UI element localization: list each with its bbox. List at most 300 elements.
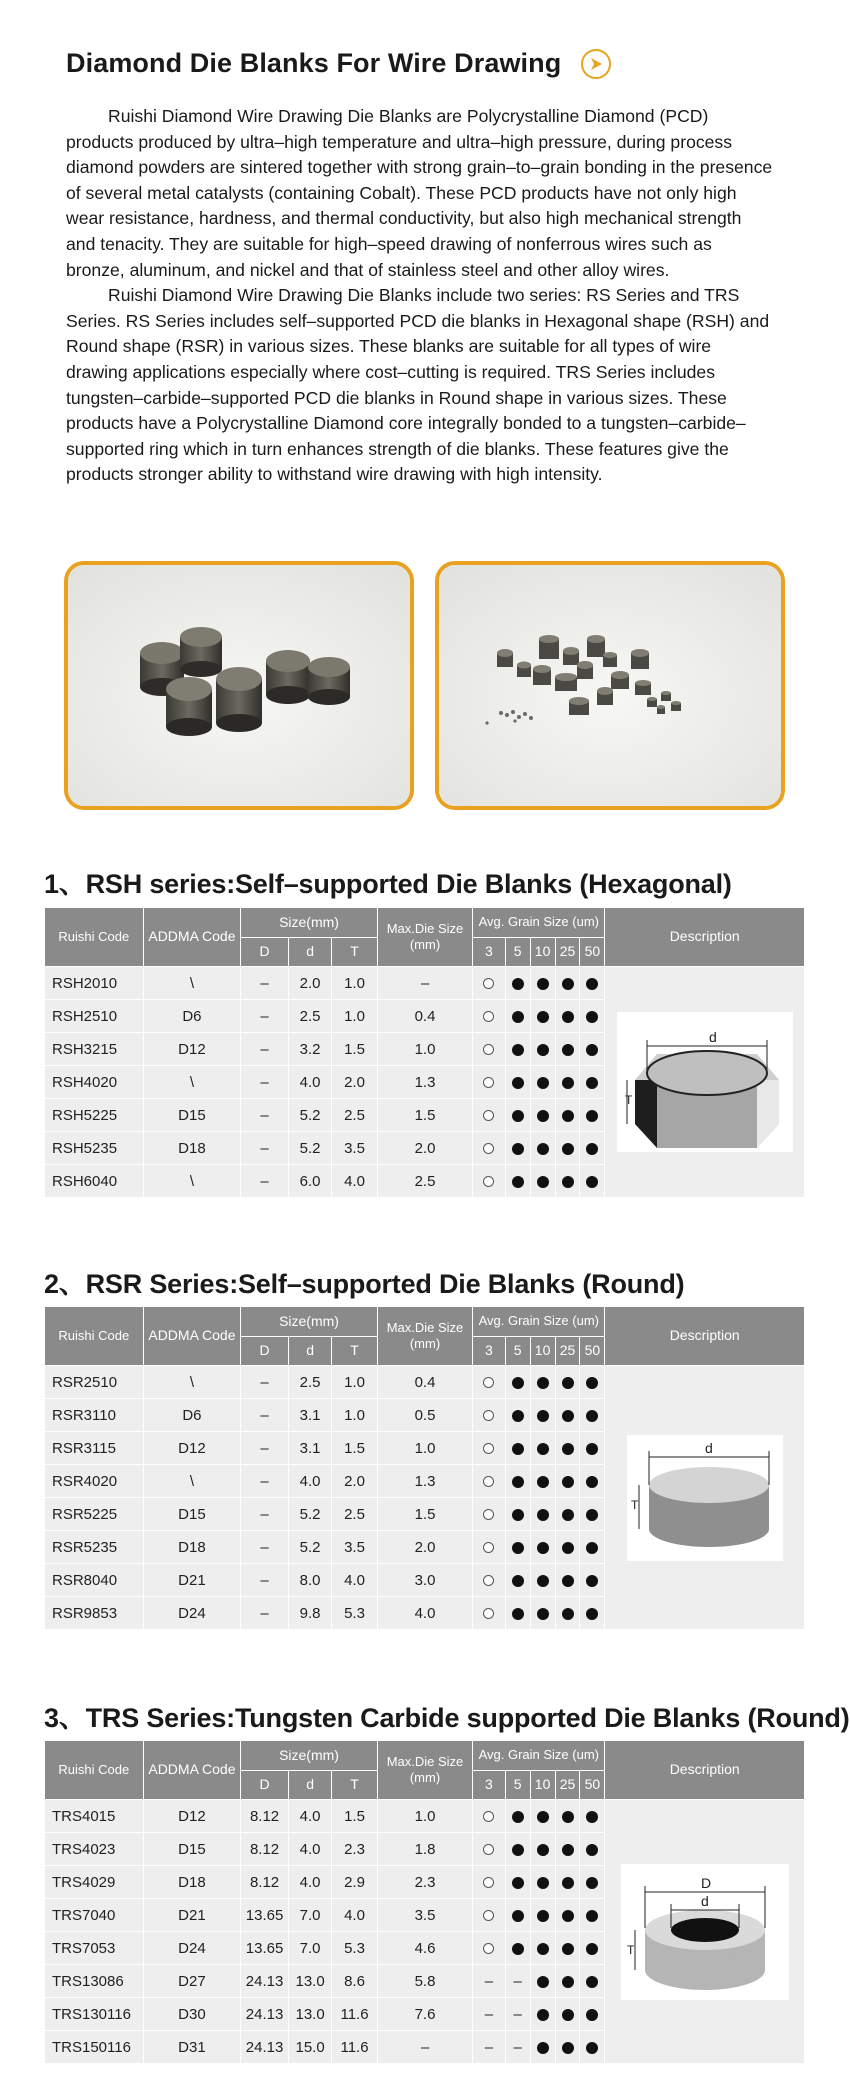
trs-spec-table [44, 1740, 805, 2064]
size-D-cell: – [241, 1066, 289, 1099]
addma-cell: D12 [143, 1033, 241, 1066]
grain-available-dot [562, 1011, 574, 1023]
grain-available-dot [586, 1844, 598, 1856]
grain-optional-circle [483, 1077, 494, 1088]
grain-cell [473, 1498, 506, 1531]
grain-cell [580, 1833, 605, 1866]
grain-cell [580, 1366, 605, 1399]
size-T-cell: 2.9 [332, 1866, 378, 1899]
grain-available-dot [562, 1910, 574, 1922]
grain-optional-circle [483, 1877, 494, 1888]
grain-cell [580, 1998, 605, 2031]
max-die-cell: 1.3 [377, 1066, 472, 1099]
grain-cell [473, 1132, 506, 1165]
col-header-grain-50: 50 [580, 1337, 605, 1366]
grain-available-dot [562, 1608, 574, 1620]
grain-available-dot [562, 1110, 574, 1122]
grain-cell [530, 967, 555, 1000]
diagram-label-inner-d: d [700, 1892, 709, 1909]
addma-cell: D30 [143, 1998, 241, 2031]
grain-available-dot [512, 1811, 524, 1823]
code-cell: RSR3110 [45, 1399, 144, 1432]
grain-cell [580, 1465, 605, 1498]
description-cell [605, 1366, 805, 1630]
grain-cell [580, 1066, 605, 1099]
grain-available-dot [512, 1476, 524, 1488]
addma-cell: \ [143, 1066, 241, 1099]
grain-cell [530, 1099, 555, 1132]
arrow-right-icon[interactable] [581, 49, 611, 79]
grain-available-dot [562, 1976, 574, 1988]
size-d-cell: 4.0 [288, 1800, 331, 1833]
size-d-cell: 13.0 [288, 1965, 331, 1998]
max-die-cell: 2.3 [377, 1866, 472, 1899]
size-T-cell: 2.3 [332, 1833, 378, 1866]
max-die-cell: 1.3 [377, 1465, 472, 1498]
grain-cell [473, 967, 506, 1000]
col-header-d-outer: D [241, 938, 289, 967]
size-d-cell: 2.5 [288, 1000, 331, 1033]
grain-cell [530, 1800, 555, 1833]
size-T-cell: 5.3 [332, 1597, 378, 1630]
size-d-cell: 15.0 [288, 2031, 331, 2064]
grain-cell [580, 1498, 605, 1531]
grain-available-dot [562, 1044, 574, 1056]
grain-cell [505, 1465, 530, 1498]
grain-optional-circle [483, 1143, 494, 1154]
grain-optional-circle [483, 1176, 494, 1187]
size-D-cell: – [241, 1498, 289, 1531]
intro-paragraph: Ruishi Diamond Wire Drawing Die Blanks include two series: RS Series and TRS Series. RS Series includes self–supported PCD die blanks in Hexagonal shape (RSH) and Round shape (RSR) in various sizes. These blanks are suitable for all types of wire drawing applications especially where cost–cutting is required. TRS Series includes tungsten–carbide–supported PCD die blanks in Round shape in various sizes. These products have a Polycrystalline Diamond core integrally bonded to a tungsten–carbide–supported ring which in turn enhances strength of die blanks. These features give the products stronger ability to withstand wire drawing with high intensity. [66, 285, 770, 485]
max-die-cell: 0.5 [377, 1399, 472, 1432]
size-T-cell: 11.6 [332, 2031, 378, 2064]
grain-available-dot [537, 1110, 549, 1122]
max-die-cell: 4.0 [377, 1597, 472, 1630]
grain-available-dot [586, 1976, 598, 1988]
grain-cell [555, 967, 580, 1000]
max-die-cell: 1.5 [377, 1099, 472, 1132]
grain-cell [505, 1099, 530, 1132]
addma-cell: D18 [143, 1866, 241, 1899]
grain-available-dot [586, 1811, 598, 1823]
grain-cell: – [505, 1998, 530, 2031]
code-cell: RSH6040 [45, 1165, 144, 1198]
grain-cell [580, 1399, 605, 1432]
addma-cell: D18 [143, 1132, 241, 1165]
grain-cell [505, 1432, 530, 1465]
code-cell: TRS4015 [45, 1800, 144, 1833]
addma-cell: D6 [143, 1000, 241, 1033]
grain-available-dot [512, 978, 524, 990]
grain-cell [530, 1531, 555, 1564]
grain-available-dot [586, 978, 598, 990]
grain-cell [530, 1165, 555, 1198]
col-header-grain-5: 5 [505, 1337, 530, 1366]
size-D-cell: 13.65 [241, 1932, 289, 1965]
description-cell [605, 1800, 805, 2064]
section-title-rsh: 1、RSH series:Self–supported Die Blanks (Hexagonal) [44, 869, 732, 899]
code-cell: RSR8040 [45, 1564, 144, 1597]
addma-cell: D24 [143, 1932, 241, 1965]
grain-available-dot [537, 2042, 549, 2054]
grain-cell [473, 1399, 506, 1432]
code-cell: RSR3115 [45, 1432, 144, 1465]
col-header-d-inner: d [288, 938, 331, 967]
grain-available-dot [586, 1143, 598, 1155]
grain-optional-circle [483, 1575, 494, 1586]
grain-cell [555, 1000, 580, 1033]
grain-cell [530, 1066, 555, 1099]
grain-cell [505, 1866, 530, 1899]
grain-available-dot [537, 1877, 549, 1889]
size-T-cell: 1.5 [332, 1800, 378, 1833]
grain-cell [580, 1932, 605, 1965]
grain-available-dot [512, 1410, 524, 1422]
grain-cell [580, 1800, 605, 1833]
col-header-grain-25: 25 [555, 1771, 580, 1800]
grain-available-dot [562, 1943, 574, 1955]
max-die-cell: 2.5 [377, 1165, 472, 1198]
grain-cell [555, 1833, 580, 1866]
size-T-cell: 2.5 [332, 1099, 378, 1132]
grain-available-dot [537, 1509, 549, 1521]
table-row [45, 1366, 805, 1399]
col-header-grain-10: 10 [530, 1337, 555, 1366]
grain-optional-circle [483, 1542, 494, 1553]
grain-available-dot [512, 1844, 524, 1856]
addma-cell: D15 [143, 1498, 241, 1531]
size-d-cell: 2.0 [288, 967, 331, 1000]
grain-cell [580, 1597, 605, 1630]
size-d-cell: 6.0 [288, 1165, 331, 1198]
grain-available-dot [537, 2009, 549, 2021]
size-d-cell: 5.2 [288, 1099, 331, 1132]
grain-cell [555, 1399, 580, 1432]
code-cell: RSR9853 [45, 1597, 144, 1630]
size-T-cell: 2.5 [332, 1498, 378, 1531]
grain-cell [473, 1833, 506, 1866]
col-header-grain-5: 5 [505, 938, 530, 967]
grain-available-dot [586, 1509, 598, 1521]
code-cell: TRS7040 [45, 1899, 144, 1932]
grain-available-dot [512, 1110, 524, 1122]
grain-optional-circle [483, 1608, 494, 1619]
code-cell: RSH3215 [45, 1033, 144, 1066]
grain-cell [555, 1432, 580, 1465]
grain-available-dot [562, 1143, 574, 1155]
grain-cell [530, 1399, 555, 1432]
col-header-size: Size(mm) [241, 1307, 378, 1337]
rsr-spec-table [44, 1306, 805, 1630]
grain-available-dot [512, 1509, 524, 1521]
grain-available-dot [586, 1575, 598, 1587]
size-T-cell: 1.0 [332, 1000, 378, 1033]
grain-optional-circle [483, 1943, 494, 1954]
product-photo-few-blanks [64, 561, 414, 810]
grain-available-dot [512, 1143, 524, 1155]
size-D-cell: – [241, 1366, 289, 1399]
grain-available-dot [537, 1143, 549, 1155]
col-header-addma: ADDMA Code [143, 1307, 241, 1366]
grain-available-dot [512, 1011, 524, 1023]
col-header-grain-3: 3 [473, 938, 506, 967]
col-header-max-die: Max.Die Size (mm) [377, 1741, 472, 1800]
col-header-grain-5: 5 [505, 1771, 530, 1800]
code-cell: TRS130116 [45, 1998, 144, 2031]
grain-optional-circle [483, 1410, 494, 1421]
grain-cell [530, 1866, 555, 1899]
max-die-cell: 2.0 [377, 1531, 472, 1564]
addma-cell: D18 [143, 1531, 241, 1564]
grain-available-dot [586, 1443, 598, 1455]
grain-cell [555, 1099, 580, 1132]
size-D-cell: – [241, 967, 289, 1000]
grain-available-dot [537, 1575, 549, 1587]
grain-optional-circle [483, 1377, 494, 1388]
addma-cell: D6 [143, 1399, 241, 1432]
size-d-cell: 3.2 [288, 1033, 331, 1066]
grain-optional-circle [483, 1110, 494, 1121]
grain-cell [530, 1033, 555, 1066]
size-d-cell: 5.2 [288, 1531, 331, 1564]
grain-cell [555, 1033, 580, 1066]
max-die-cell: 1.8 [377, 1833, 472, 1866]
max-die-cell: 3.0 [377, 1564, 472, 1597]
grain-available-dot [512, 1377, 524, 1389]
max-die-cell: 7.6 [377, 1998, 472, 2031]
grain-cell [473, 1465, 506, 1498]
size-T-cell: 4.0 [332, 1165, 378, 1198]
size-T-cell: 8.6 [332, 1965, 378, 1998]
grain-available-dot [512, 1443, 524, 1455]
grain-available-dot [537, 1811, 549, 1823]
grain-cell [505, 1800, 530, 1833]
size-T-cell: 3.5 [332, 1531, 378, 1564]
addma-cell: D15 [143, 1099, 241, 1132]
grain-optional-circle [483, 1443, 494, 1454]
grain-cell [530, 2031, 555, 2064]
max-die-cell: 1.0 [377, 1033, 472, 1066]
grain-cell [473, 1800, 506, 1833]
size-D-cell: – [241, 1564, 289, 1597]
grain-available-dot [586, 1077, 598, 1089]
size-D-cell: 8.12 [241, 1833, 289, 1866]
diagram-label-t: T [630, 1497, 639, 1512]
grain-available-dot [562, 2042, 574, 2054]
size-T-cell: 11.6 [332, 1998, 378, 2031]
grain-cell [580, 2031, 605, 2064]
size-D-cell: – [241, 1132, 289, 1165]
max-die-cell: 1.5 [377, 1498, 472, 1531]
max-die-cell: 5.8 [377, 1965, 472, 1998]
description-cell [605, 967, 805, 1198]
max-die-cell: 3.5 [377, 1899, 472, 1932]
addma-cell: \ [143, 967, 241, 1000]
grain-available-dot [512, 1542, 524, 1554]
size-T-cell: 3.5 [332, 1132, 378, 1165]
grain-available-dot [562, 978, 574, 990]
tungsten-carbide-ring-diagram [621, 1864, 789, 2000]
grain-cell [530, 1597, 555, 1630]
grain-cell [580, 1033, 605, 1066]
grain-cell [530, 1899, 555, 1932]
size-T-cell: 4.0 [332, 1899, 378, 1932]
grain-available-dot [586, 1943, 598, 1955]
grain-cell [530, 1432, 555, 1465]
grain-optional-circle [483, 1044, 494, 1055]
product-photo-many-blanks [435, 561, 785, 810]
table-row [45, 1800, 805, 1833]
grain-cell [473, 1531, 506, 1564]
section-title-rsr: 2、RSR Series:Self–supported Die Blanks (Round) [44, 1269, 685, 1299]
grain-cell [505, 967, 530, 1000]
grain-available-dot [537, 1844, 549, 1856]
grain-cell [473, 1165, 506, 1198]
grain-available-dot [537, 1476, 549, 1488]
size-d-cell: 3.1 [288, 1399, 331, 1432]
grain-cell [555, 1932, 580, 1965]
code-cell: TRS4029 [45, 1866, 144, 1899]
col-header-max-die: Max.Die Size (mm) [377, 1307, 472, 1366]
size-D-cell: 24.13 [241, 1965, 289, 1998]
col-header-t: T [332, 1337, 378, 1366]
max-die-cell: 1.0 [377, 1800, 472, 1833]
grain-available-dot [562, 1811, 574, 1823]
max-die-cell: 0.4 [377, 1366, 472, 1399]
table-row [45, 967, 805, 1000]
grain-available-dot [537, 1044, 549, 1056]
code-cell: RSR2510 [45, 1366, 144, 1399]
col-header-grain-50: 50 [580, 1771, 605, 1800]
size-d-cell: 13.0 [288, 1998, 331, 2031]
grain-available-dot [512, 1575, 524, 1587]
max-die-cell: – [377, 967, 472, 1000]
grain-cell [555, 1899, 580, 1932]
grain-available-dot [537, 1176, 549, 1188]
diagram-label-t: T [626, 1942, 635, 1957]
grain-available-dot [586, 2042, 598, 2054]
grain-cell [530, 1833, 555, 1866]
code-cell: TRS150116 [45, 2031, 144, 2064]
grain-cell [505, 1033, 530, 1066]
title-row [66, 48, 611, 79]
grain-available-dot [537, 1542, 549, 1554]
grain-cell [555, 1366, 580, 1399]
grain-available-dot [562, 1509, 574, 1521]
size-T-cell: 1.5 [332, 1033, 378, 1066]
grain-cell: – [473, 1998, 506, 2031]
grain-available-dot [586, 1176, 598, 1188]
grain-cell [580, 1099, 605, 1132]
col-header-grain: Avg. Grain Size (um) [473, 908, 605, 938]
grain-cell [505, 1833, 530, 1866]
grain-cell [473, 1366, 506, 1399]
grain-available-dot [512, 1044, 524, 1056]
size-D-cell: 24.13 [241, 1998, 289, 2031]
size-d-cell: 4.0 [288, 1066, 331, 1099]
size-D-cell: – [241, 1531, 289, 1564]
grain-cell [505, 1597, 530, 1630]
grain-cell [505, 1932, 530, 1965]
col-header-addma: ADDMA Code [143, 1741, 241, 1800]
grain-cell [580, 1531, 605, 1564]
grain-cell [530, 1498, 555, 1531]
col-header-t: T [332, 938, 378, 967]
grain-available-dot [537, 1443, 549, 1455]
diagram-label-outer-d: D [700, 1874, 711, 1891]
grain-cell [473, 1432, 506, 1465]
grain-cell [555, 1465, 580, 1498]
size-d-cell: 7.0 [288, 1932, 331, 1965]
code-cell: TRS7053 [45, 1932, 144, 1965]
col-header-description: Description [605, 1741, 805, 1800]
grain-cell [580, 1965, 605, 1998]
grain-cell [580, 1899, 605, 1932]
col-header-d-inner: d [288, 1337, 331, 1366]
size-T-cell: 1.0 [332, 1366, 378, 1399]
round-blank-diagram [627, 1435, 783, 1561]
grain-cell [505, 1132, 530, 1165]
grain-available-dot [586, 1910, 598, 1922]
col-header-t: T [332, 1771, 378, 1800]
grain-optional-circle [483, 1509, 494, 1520]
size-d-cell: 2.5 [288, 1366, 331, 1399]
size-d-cell: 5.2 [288, 1132, 331, 1165]
col-header-max-die: Max.Die Size (mm) [377, 908, 472, 967]
grain-available-dot [512, 1910, 524, 1922]
grain-cell [555, 1800, 580, 1833]
size-D-cell: 24.13 [241, 2031, 289, 2064]
addma-cell: D12 [143, 1432, 241, 1465]
intro-text [66, 104, 774, 488]
size-d-cell: 4.0 [288, 1866, 331, 1899]
grain-cell [555, 1965, 580, 1998]
grain-cell [580, 967, 605, 1000]
size-D-cell: – [241, 1099, 289, 1132]
grain-cell [473, 1899, 506, 1932]
col-header-grain-10: 10 [530, 938, 555, 967]
grain-cell [505, 1000, 530, 1033]
addma-cell: D12 [143, 1800, 241, 1833]
size-d-cell: 4.0 [288, 1465, 331, 1498]
diagram-label-d: d [704, 1439, 713, 1456]
max-die-cell: 4.6 [377, 1932, 472, 1965]
grain-available-dot [537, 1011, 549, 1023]
grain-available-dot [562, 1176, 574, 1188]
grain-cell [473, 1066, 506, 1099]
col-header-d-outer: D [241, 1771, 289, 1800]
size-d-cell: 5.2 [288, 1498, 331, 1531]
grain-cell [473, 1033, 506, 1066]
grain-available-dot [537, 1976, 549, 1988]
grain-cell [555, 1165, 580, 1198]
addma-cell: D31 [143, 2031, 241, 2064]
col-header-grain: Avg. Grain Size (um) [473, 1307, 605, 1337]
grain-cell [580, 1000, 605, 1033]
hexagonal-blank-diagram [617, 1012, 793, 1152]
code-cell: RSR4020 [45, 1465, 144, 1498]
grain-available-dot [562, 1844, 574, 1856]
grain-optional-circle [483, 1844, 494, 1855]
grain-cell [473, 1564, 506, 1597]
grain-available-dot [562, 1410, 574, 1422]
code-cell: RSH5225 [45, 1099, 144, 1132]
code-cell: RSR5235 [45, 1531, 144, 1564]
col-header-size: Size(mm) [241, 908, 378, 938]
max-die-cell: 0.4 [377, 1000, 472, 1033]
rsh-spec-table [44, 907, 805, 1198]
grain-cell [555, 1564, 580, 1597]
